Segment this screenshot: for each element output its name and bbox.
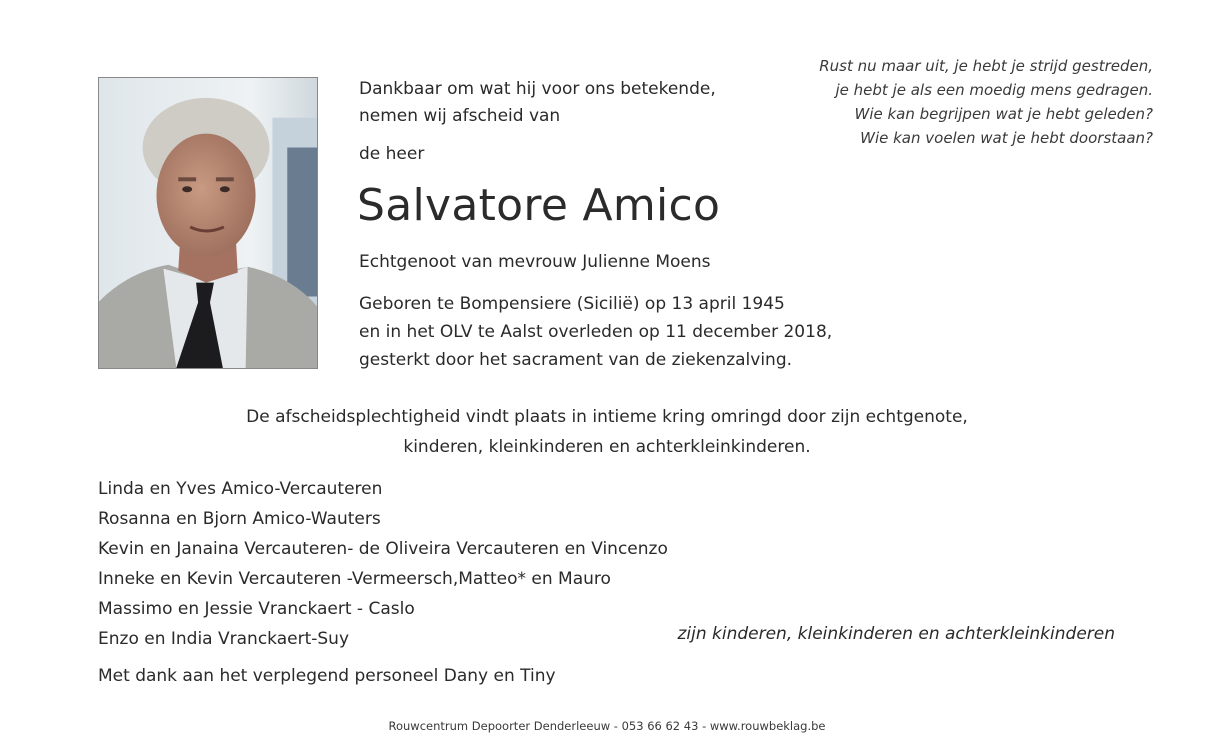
intro-line: nemen wij afscheid van	[359, 106, 561, 126]
relation-caption: zijn kinderen, kleinkinderen en achterkleinkinderen	[677, 624, 1115, 644]
family-member: Linda en Yves Amico-Vercauteren	[98, 479, 383, 499]
intro-line: Dankbaar om wat hij voor ons betekende,	[359, 79, 716, 99]
thanks-line: Met dank aan het verplegend personeel Dany en Tiny	[98, 666, 556, 686]
poem-line: Rust nu maar uit, je hebt je strijd gestreden,	[819, 57, 1153, 75]
intro-text	[359, 76, 716, 130]
ceremony-notice	[0, 402, 1214, 462]
family-member: Inneke en Kevin Vercauteren -Vermeersch,Matteo* en Mauro	[98, 569, 611, 589]
family-member: Enzo en India Vranckaert-Suy	[98, 629, 349, 649]
ceremony-line: De afscheidsplechtigheid vindt plaats in intieme kring omringd door zijn echtgenote,	[246, 407, 968, 427]
family-member: Massimo en Jessie Vranckaert - Caslo	[98, 599, 415, 619]
ceremony-line: kinderen, kleinkinderen en achterkleinkinderen.	[403, 437, 811, 457]
portrait-photo	[98, 77, 318, 369]
funeral-home-footer: Rouwcentrum Depoorter Denderleeuw - 053 66 62 43 - www.rouwbeklag.be	[388, 719, 826, 733]
poem	[819, 54, 1153, 150]
poem-line: Wie kan voelen wat je hebt doorstaan?	[860, 129, 1153, 147]
poem-line: Wie kan begrijpen wat je hebt geleden?	[854, 105, 1153, 123]
poem-line: je hebt je als een moedig mens gedragen.	[835, 81, 1153, 99]
family-member: Rosanna en Bjorn Amico-Wauters	[98, 509, 381, 529]
birth-death-details	[359, 290, 832, 374]
title-prefix: de heer	[359, 144, 425, 164]
birth-line: Geboren te Bompensiere (Sicilië) op 13 april 1945	[359, 294, 785, 314]
spouse-line: Echtgenoot van mevrouw Julienne Moens	[359, 252, 711, 272]
death-line: en in het OLV te Aalst overleden op 11 december 2018,	[359, 322, 833, 342]
sacrament-line: gesterkt door het sacrament van de ziekenzalving.	[359, 350, 793, 370]
family-list	[98, 474, 668, 654]
deceased-name: Salvatore Amico	[357, 180, 721, 231]
family-member: Kevin en Janaina Vercauteren- de Oliveira Vercauteren en Vincenzo	[98, 539, 668, 559]
